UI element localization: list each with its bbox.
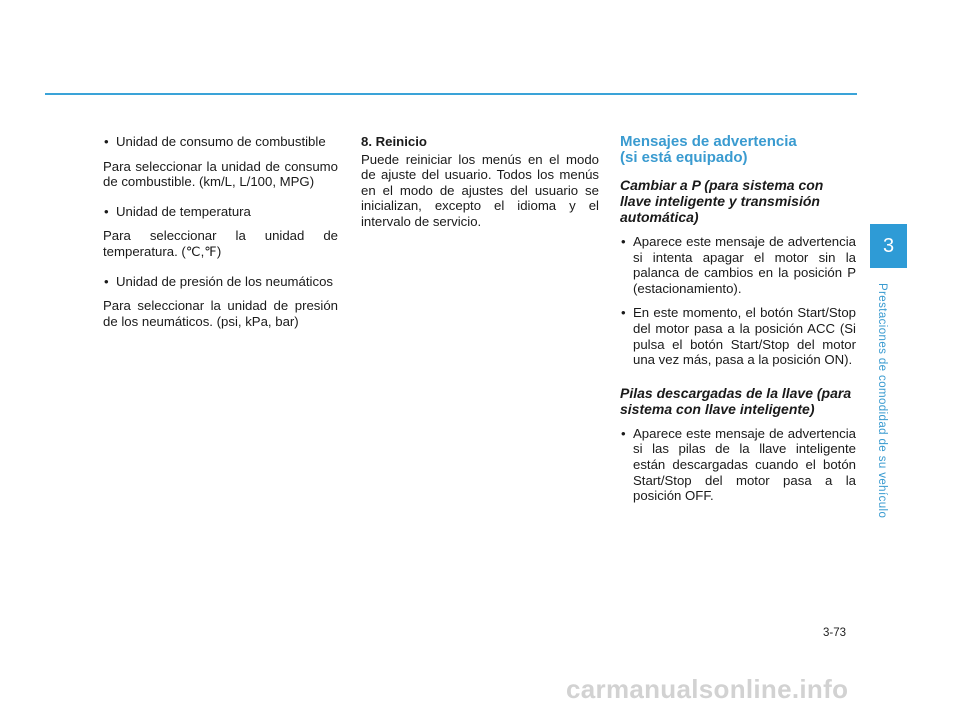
list-item [620, 234, 856, 296]
section-heading-line: (si está equipado) [620, 149, 748, 166]
header-rule [45, 93, 857, 95]
bullet-icon: • [621, 234, 626, 249]
list-item [103, 134, 338, 150]
page-number: 3-73 [823, 627, 847, 639]
bullet-icon: • [104, 203, 109, 219]
chapter-tab: 3 [870, 224, 907, 268]
section-heading-line: Mensajes de advertencia [620, 133, 797, 150]
list-item [103, 274, 338, 290]
list-item-text: Aparece este mensaje de advertencia si intenta apagar el motor sin la palanca de cambios en la posición P (estacionamiento). [633, 234, 856, 296]
list-item [103, 204, 338, 220]
watermark: carmanualsonline.info [566, 674, 849, 704]
column-left [103, 134, 338, 343]
paragraph: Puede reiniciar los menús en el modo de ajuste del usuario. Todos los menús en el modo de ajustes del usuario se inicializan, excepto el idioma y el intervalo de servicio. [361, 151, 599, 229]
paragraph: Para seleccionar la unidad de temperatura. (℃,℉) [103, 228, 338, 259]
list-item [620, 426, 856, 504]
bullet-icon: • [104, 134, 109, 149]
paragraph: Para seleccionar la unidad de consumo de combustible. (km/L, L/100, MPG) [103, 158, 338, 190]
list-item-text: Unidad de temperatura [116, 203, 251, 219]
column-middle [361, 134, 599, 244]
section-heading: 8. Reinicio [361, 134, 427, 149]
paragraph: Para seleccionar la unidad de presión de los neumáticos. (psi, kPa, bar) [103, 298, 338, 329]
list-item-text: Aparece este mensaje de advertencia si las pilas de la llave inteligente están descargadas cuando el botón Start/Stop del motor pasa a la posición OFF. [633, 425, 856, 504]
bullet-icon: • [621, 305, 626, 321]
bullet-icon: • [104, 273, 109, 289]
subheading: Pilas descargadas de la llave (para sistema con llave inteligente) [620, 384, 852, 417]
list-item-text: En este momento, el botón Start/Stop del motor pasa a la posición ACC (Si pulsa el botón Start/Stop del motor una vez más, pasa a la posición ON). [633, 305, 856, 368]
column-right [620, 134, 856, 513]
subheading: Cambiar a P (para sistema con llave inteligente y transmisión automática) [620, 177, 824, 225]
list-item-text: Unidad de presión de los neumáticos [116, 273, 333, 289]
list-item-text: Unidad de consumo de combustible [116, 134, 326, 149]
list-item [620, 305, 856, 367]
section-heading [620, 134, 856, 166]
bullet-icon: • [621, 425, 626, 441]
chapter-title: Prestaciones de comodidad de su vehículo [876, 283, 888, 519]
